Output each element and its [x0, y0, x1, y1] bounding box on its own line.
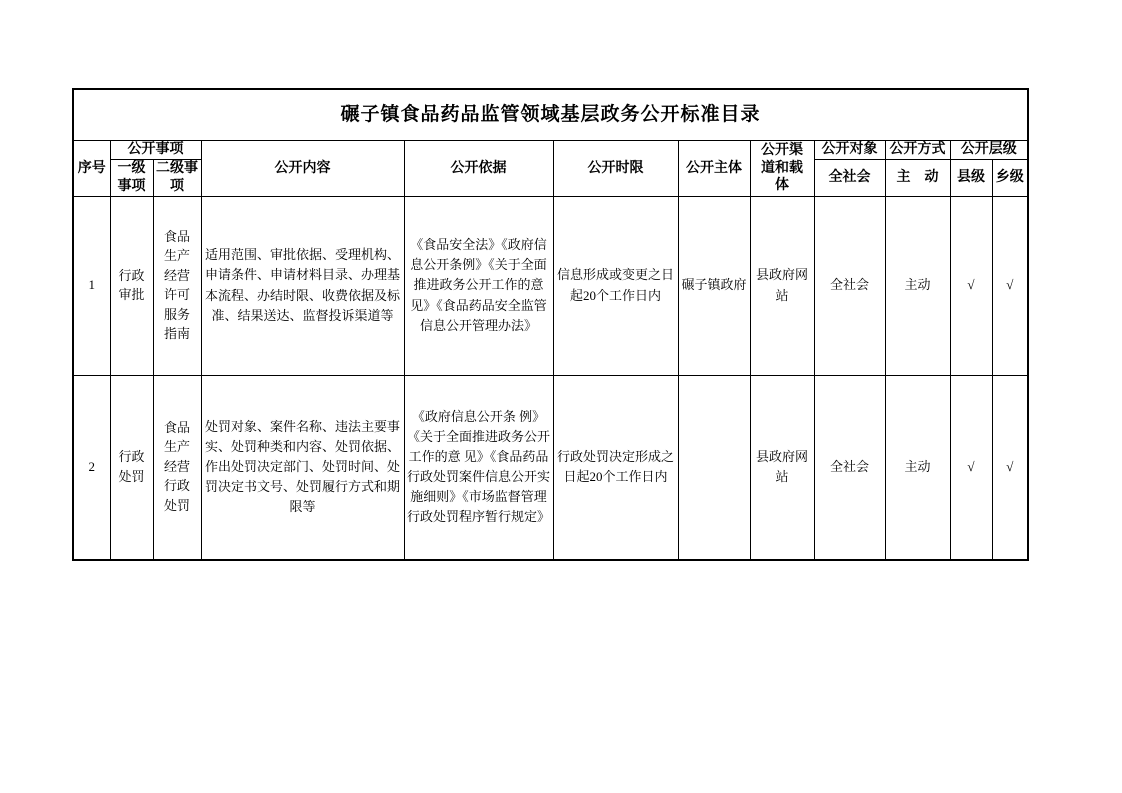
- cell-seq: 2: [73, 375, 110, 560]
- col-header-content: 公开内容: [201, 141, 404, 197]
- cell-basis-text: 《政府信息公开条 例》《关于全面推进政务公开工作的意 见》《食品药品行政处罚案件信息公开实施细则》《市场监督管理行政处罚程序暂行规定》: [406, 408, 550, 525]
- col-header-level: 公开层级: [950, 141, 1028, 160]
- cell-level2-text: 食品生产经营许可服务指南: [163, 228, 190, 342]
- col-header-channel-label: 公开渠道和载体: [760, 143, 803, 193]
- cell-level2-text: 食品生产经营行政处罚: [163, 419, 190, 513]
- col-header-method: 公开方式: [885, 141, 950, 160]
- cell-level1: [110, 375, 153, 560]
- cell-content-text: 适用范围、审批依据、受理机构、申请条件、申请材料目录、办理基本流程、办结时限、收费依据及标准、结果送达、监督投诉渠道等: [204, 247, 400, 323]
- cell-level1-text: 行政处罚: [118, 449, 145, 484]
- cell-time-limit: [553, 375, 678, 560]
- cell-channel: 县政府网站: [750, 375, 814, 560]
- col-header-time-limit: 公开时限: [553, 141, 678, 197]
- cell-content-text: 处罚对象、案件名称、违法主要事实、处罚种类和内容、处罚依据、作出处罚决定部门、处罚时间、处罚决定书文号、处罚履行方式和期限等: [204, 418, 400, 515]
- col-header-basis: 公开依据: [404, 141, 553, 197]
- col-header-method-active: 主 动: [885, 159, 950, 196]
- cell-audience: 全社会: [814, 196, 885, 375]
- cell-level2: [153, 196, 201, 375]
- cell-level1: [110, 196, 153, 375]
- col-header-audience: 公开对象: [814, 141, 885, 160]
- cell-channel: 县政府网站: [750, 196, 814, 375]
- cell-basis: [404, 196, 553, 375]
- cell-time-limit-text: 信息形成或变更之日起20个工作日内: [556, 267, 674, 303]
- col-header-subject: 公开主体: [678, 141, 750, 197]
- cell-content: [201, 196, 404, 375]
- cell-audience: 全社会: [814, 375, 885, 560]
- cell-time-limit: [553, 196, 678, 375]
- cell-county-check: √: [950, 375, 992, 560]
- cell-subject: [678, 375, 750, 560]
- cell-method: 主动: [885, 375, 950, 560]
- cell-basis-text: 《食品安全法》《政府信息公开条例》《关于全面推进政务公开工作的意见》《食品药品安全监管信息公开管理办法》: [410, 237, 547, 333]
- cell-method: 主动: [885, 196, 950, 375]
- public-standards-table: [72, 88, 1029, 561]
- col-header-level2: 二级事项: [153, 159, 201, 196]
- col-header-audience-all: 全社会: [814, 159, 885, 196]
- cell-basis: [404, 375, 553, 560]
- header-row-top: [73, 141, 1028, 160]
- col-header-level1: 一级事项: [110, 159, 153, 196]
- cell-township-check: √: [992, 375, 1028, 560]
- cell-seq: 1: [73, 196, 110, 375]
- cell-level1-text: 行政审批: [118, 267, 145, 303]
- col-header-channel: [750, 141, 814, 197]
- col-header-township: 乡级: [992, 159, 1028, 196]
- cell-township-check: √: [992, 196, 1028, 375]
- cell-level2: [153, 375, 201, 560]
- cell-subject: 碾子镇政府: [678, 196, 750, 375]
- cell-time-limit-text: 行政处罚决定形成之日起20个工作日内: [556, 448, 674, 484]
- cell-content: [201, 375, 404, 560]
- col-header-public-matters: 公开事项: [110, 141, 201, 160]
- title-row: [73, 89, 1028, 141]
- cell-county-check: √: [950, 196, 992, 375]
- col-header-county: 县级: [950, 159, 992, 196]
- table-title: 碾子镇食品药品监管领域基层政务公开标准目录: [73, 89, 1028, 141]
- col-header-seq: 序号: [73, 141, 110, 197]
- table-row-2: [73, 375, 1028, 560]
- table-row-1: [73, 196, 1028, 375]
